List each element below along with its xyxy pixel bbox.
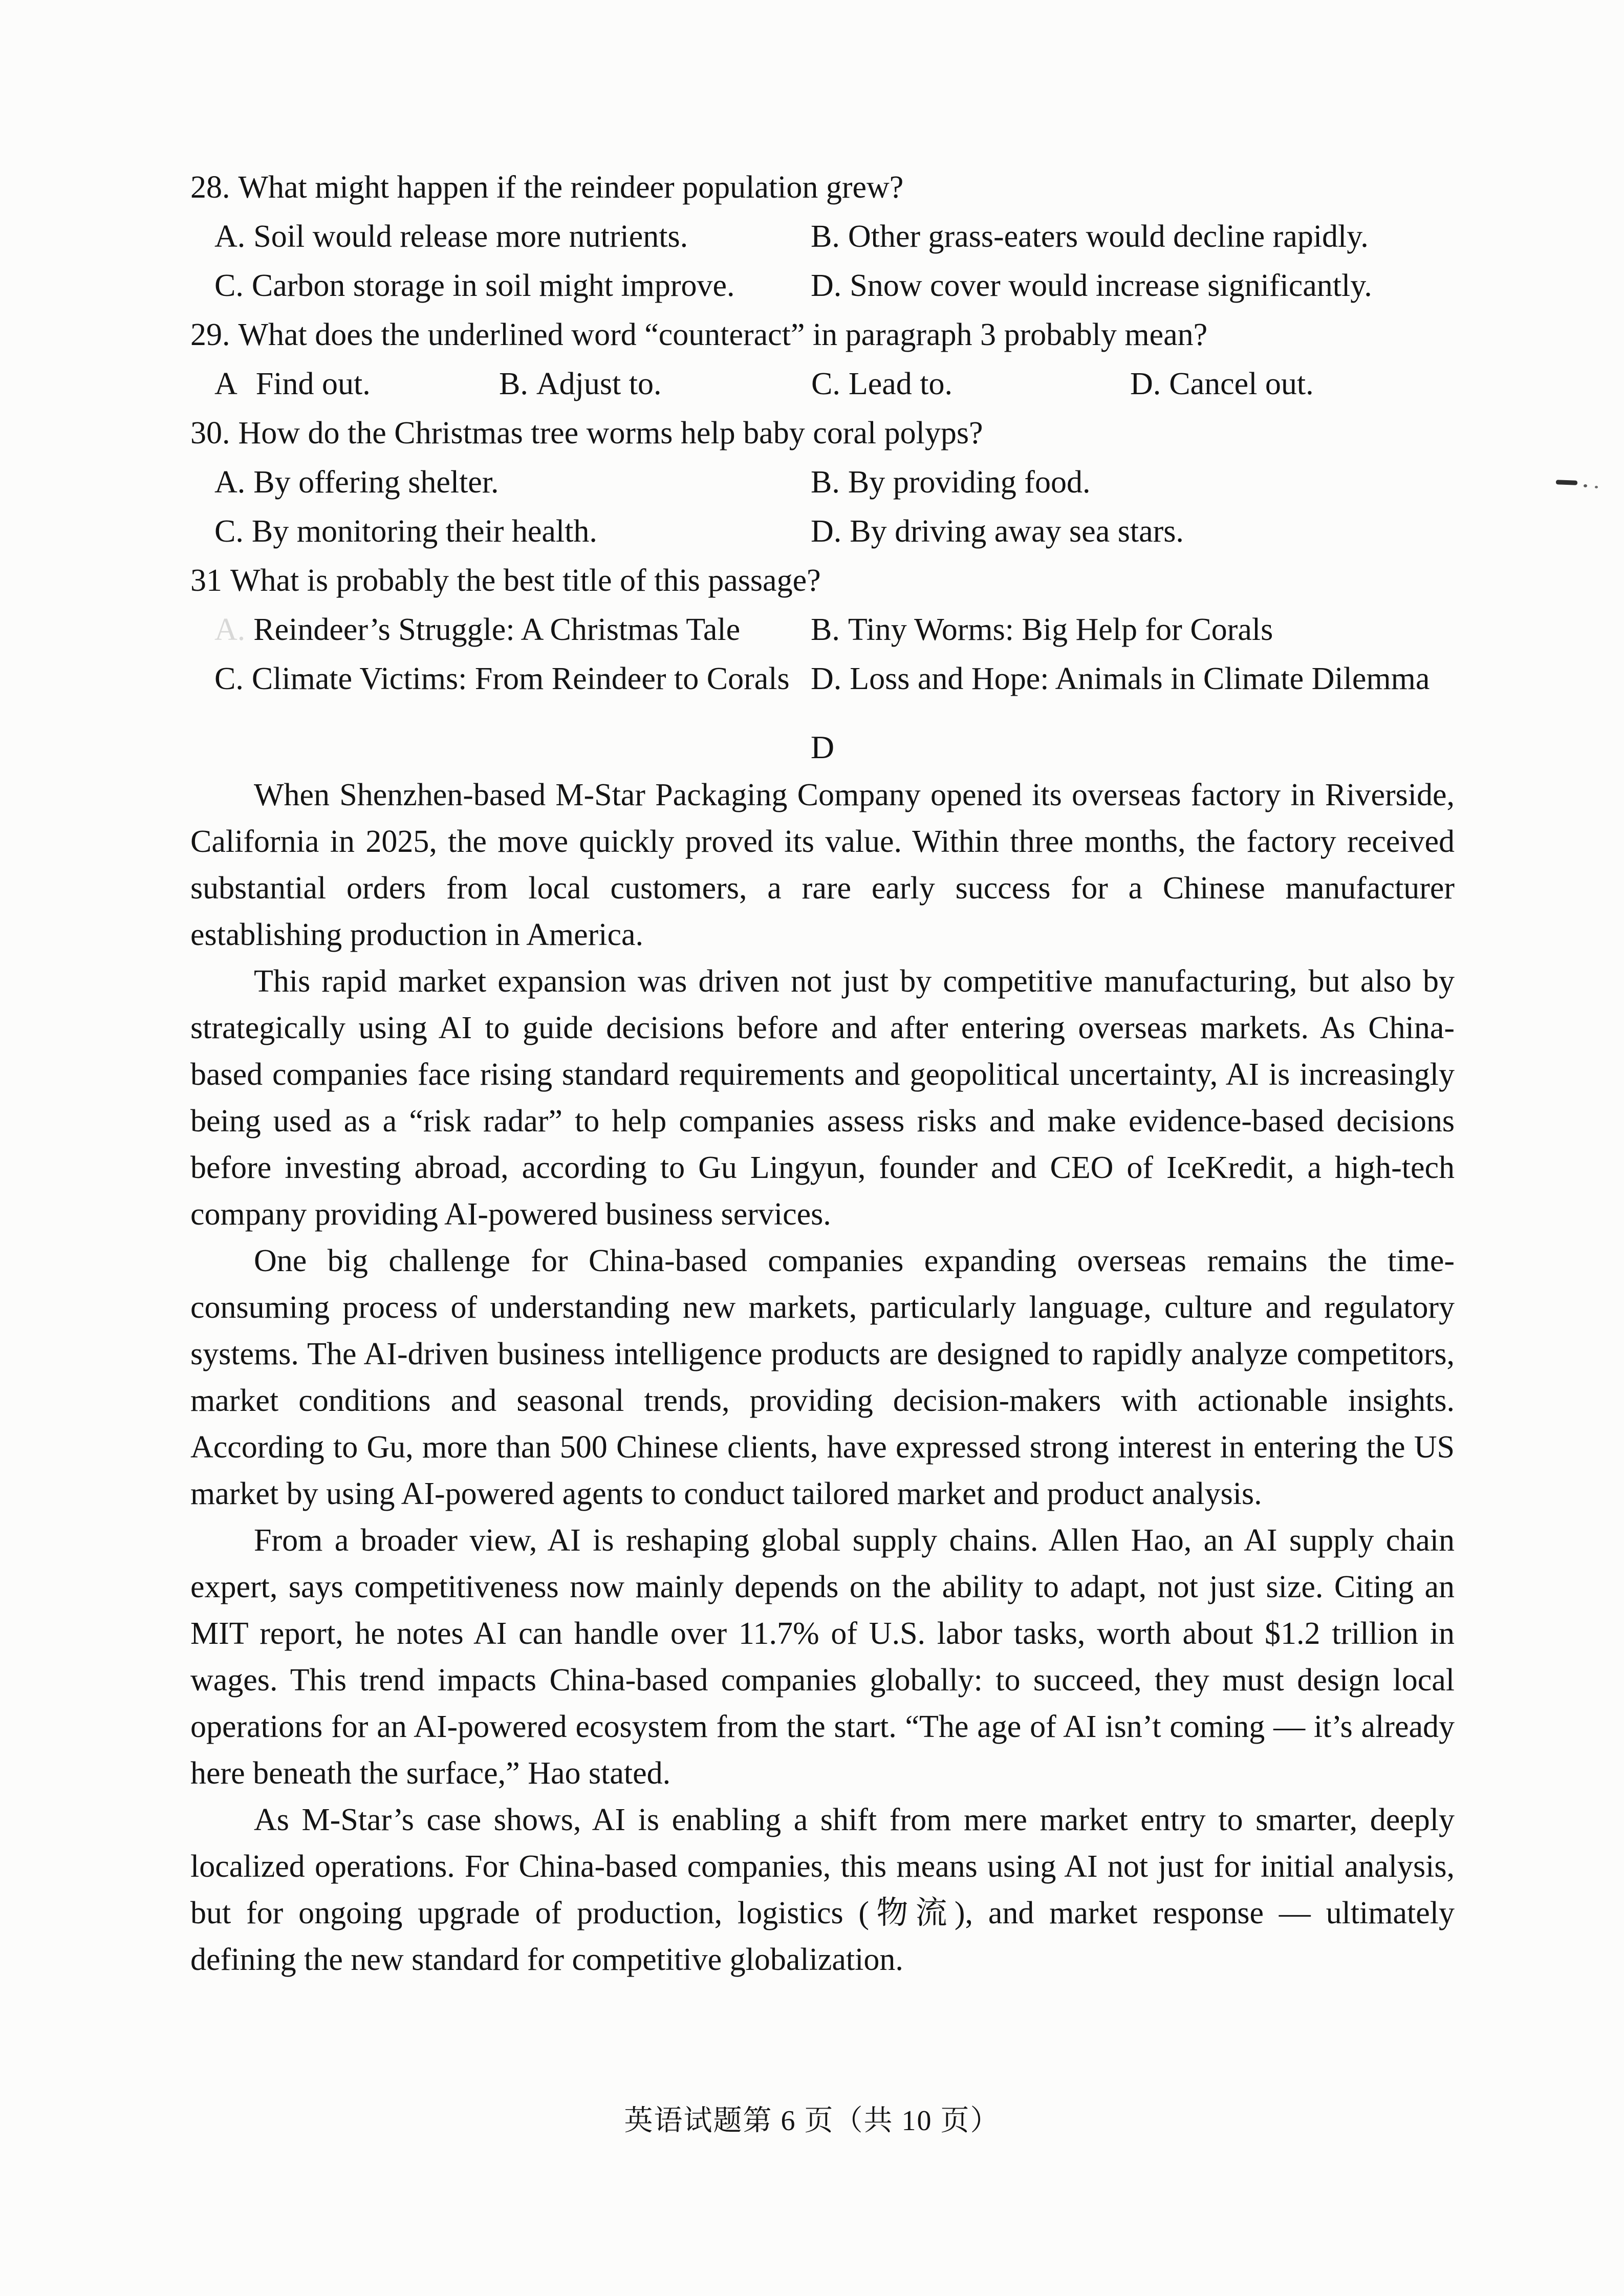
option-label: C. bbox=[214, 661, 244, 696]
question-line bbox=[190, 409, 1455, 458]
question-text: What does the underlined word “counteract” in paragraph 3 probably mean? bbox=[238, 317, 1208, 352]
option-text: Carbon storage in soil might improve. bbox=[251, 268, 735, 303]
option-label: B. bbox=[811, 465, 840, 500]
option-text: By providing food. bbox=[848, 465, 1091, 500]
option-label: D. bbox=[811, 268, 842, 303]
content bbox=[190, 163, 1455, 1983]
option-text: Cancel out. bbox=[1169, 367, 1314, 401]
ink-smudge-artifact bbox=[1556, 480, 1577, 485]
option-text: Snow cover would increase significantly. bbox=[850, 268, 1372, 303]
ink-dot-artifact bbox=[1595, 486, 1598, 488]
question-line bbox=[190, 310, 1455, 359]
option-label: D. bbox=[811, 514, 842, 549]
passage-paragraph-3: One big challenge for China-based companies expanding overseas remains the time-consuming process of understanding new markets, particularly language, culture and regulatory systems. The AI-driven business intelligence products are designed to rapidly analyze competitors, market conditions and seasonal trends, providing decision-makers with actionable insights. According to Gu, more than 500 Chinese clients, have expressed strong interest in entering the US market by using AI-powered agents to conduct tailored market and product analysis. bbox=[190, 1243, 1455, 1511]
question-31 bbox=[190, 556, 1455, 703]
option-text: Climate Victims: From Reindeer to Corals bbox=[251, 661, 790, 696]
options-grid bbox=[190, 605, 1455, 703]
question-number: 28. bbox=[190, 170, 230, 205]
question-text: What might happen if the reindeer population grew? bbox=[238, 170, 904, 205]
page-footer: 英语试题第 6 页（共 10 页） bbox=[624, 2105, 1000, 2137]
passage-paragraph-2: This rapid market expansion was driven not just by competitive manufacturing, but also by strategically using AI to guide decisions before and after entering overseas markets. As China-based companies face rising standard requirements and geopolitical uncertainty, AI is increasingly being used as a “risk radar” to help companies assess risks and make evidence-based decisions before investing abroad, according to Gu Lingyun, founder and CEO of IceKredit, a high-tech company providing AI-powered business services. bbox=[190, 964, 1455, 1232]
question-29 bbox=[190, 310, 1455, 409]
option-c bbox=[214, 507, 811, 556]
option-b bbox=[499, 359, 811, 409]
option-b bbox=[811, 212, 1455, 261]
option-label: B. bbox=[811, 219, 840, 254]
question-30 bbox=[190, 409, 1455, 556]
option-text: Lead to. bbox=[848, 367, 952, 401]
option-text: Soil would release more nutrients. bbox=[253, 219, 688, 254]
questions-section bbox=[190, 163, 1455, 703]
section-label: D bbox=[810, 729, 835, 765]
passage-section bbox=[190, 723, 1455, 1983]
question-text: What is probably the best title of this passage? bbox=[230, 563, 821, 598]
question-28 bbox=[190, 163, 1455, 310]
option-a bbox=[214, 359, 499, 409]
option-label: A. bbox=[214, 219, 246, 254]
passage-paragraph-1: When Shenzhen-based M-Star Packaging Company opened its overseas factory in Riverside, California in 2025, the move quickly proved its value. Within three months, the factory received substantial orders from local customers, a rare early success for a Chinese manufacturer establishing production in America. bbox=[190, 778, 1455, 952]
passage-paragraph-5: As M-Star’s case shows, AI is enabling a shift from mere market entry to smarter, deeply localized operations. For China-based companies, this means using AI not just for initial analysis, but for ongoing upgrade of production, logistics (物流), and market response — ultimately defining the new standard for competitive globalization. bbox=[190, 1803, 1455, 1977]
option-a bbox=[214, 605, 811, 654]
options-grid bbox=[190, 212, 1455, 310]
option-text: By offering shelter. bbox=[253, 465, 499, 500]
option-text: By monitoring their health. bbox=[251, 514, 597, 549]
option-label: C. bbox=[214, 514, 244, 549]
option-c bbox=[214, 654, 811, 703]
options-grid bbox=[190, 458, 1455, 556]
question-line bbox=[190, 556, 1455, 605]
option-text: Find out. bbox=[255, 367, 371, 401]
option-text: Adjust to. bbox=[536, 367, 662, 401]
option-b bbox=[811, 605, 1455, 654]
option-label: A bbox=[214, 367, 237, 401]
option-d bbox=[1130, 359, 1455, 409]
option-c bbox=[811, 359, 1130, 409]
question-line bbox=[190, 163, 1455, 212]
options-grid bbox=[190, 359, 1455, 409]
option-a bbox=[214, 212, 811, 261]
option-d bbox=[811, 507, 1455, 556]
option-a bbox=[214, 458, 811, 507]
option-text: Loss and Hope: Animals in Climate Dilemma bbox=[850, 661, 1430, 696]
option-text: Tiny Worms: Big Help for Corals bbox=[848, 612, 1273, 647]
option-label: D. bbox=[811, 661, 842, 696]
option-b bbox=[811, 458, 1455, 507]
option-text: Reindeer’s Struggle: A Christmas Tale bbox=[253, 612, 741, 647]
option-label: A. bbox=[214, 612, 246, 647]
question-number: 31 bbox=[190, 563, 222, 598]
option-label: B. bbox=[499, 367, 528, 401]
passage-paragraph-4: From a broader view, AI is reshaping global supply chains. Allen Hao, an AI supply chain expert, says competitiveness now mainly depends on the ability to adapt, not just size. Citing an MIT report, he notes AI can handle over 11.7% of U.S. labor tasks, worth about $1.2 trillion in wages. This trend impacts China-based companies globally: to succeed, they must design local operations for an AI-powered ecosystem from the start. “The age of AI isn’t coming — it’s already here beneath the surface,” Hao stated. bbox=[190, 1523, 1455, 1791]
option-c bbox=[214, 261, 811, 310]
question-number: 29. bbox=[190, 317, 230, 352]
ink-dot-artifact bbox=[1584, 484, 1587, 487]
option-text: By driving away sea stars. bbox=[850, 514, 1184, 549]
question-number: 30. bbox=[190, 416, 230, 450]
option-label: B. bbox=[811, 612, 840, 647]
option-label: A. bbox=[214, 465, 246, 500]
option-text: Other grass-eaters would decline rapidly. bbox=[848, 219, 1369, 254]
question-text: How do the Christmas tree worms help baby coral polyps? bbox=[238, 416, 983, 450]
option-d bbox=[811, 654, 1455, 703]
option-label: D. bbox=[1130, 367, 1161, 401]
option-d bbox=[811, 261, 1455, 310]
option-label: C. bbox=[811, 367, 840, 401]
option-label: C. bbox=[214, 268, 244, 303]
